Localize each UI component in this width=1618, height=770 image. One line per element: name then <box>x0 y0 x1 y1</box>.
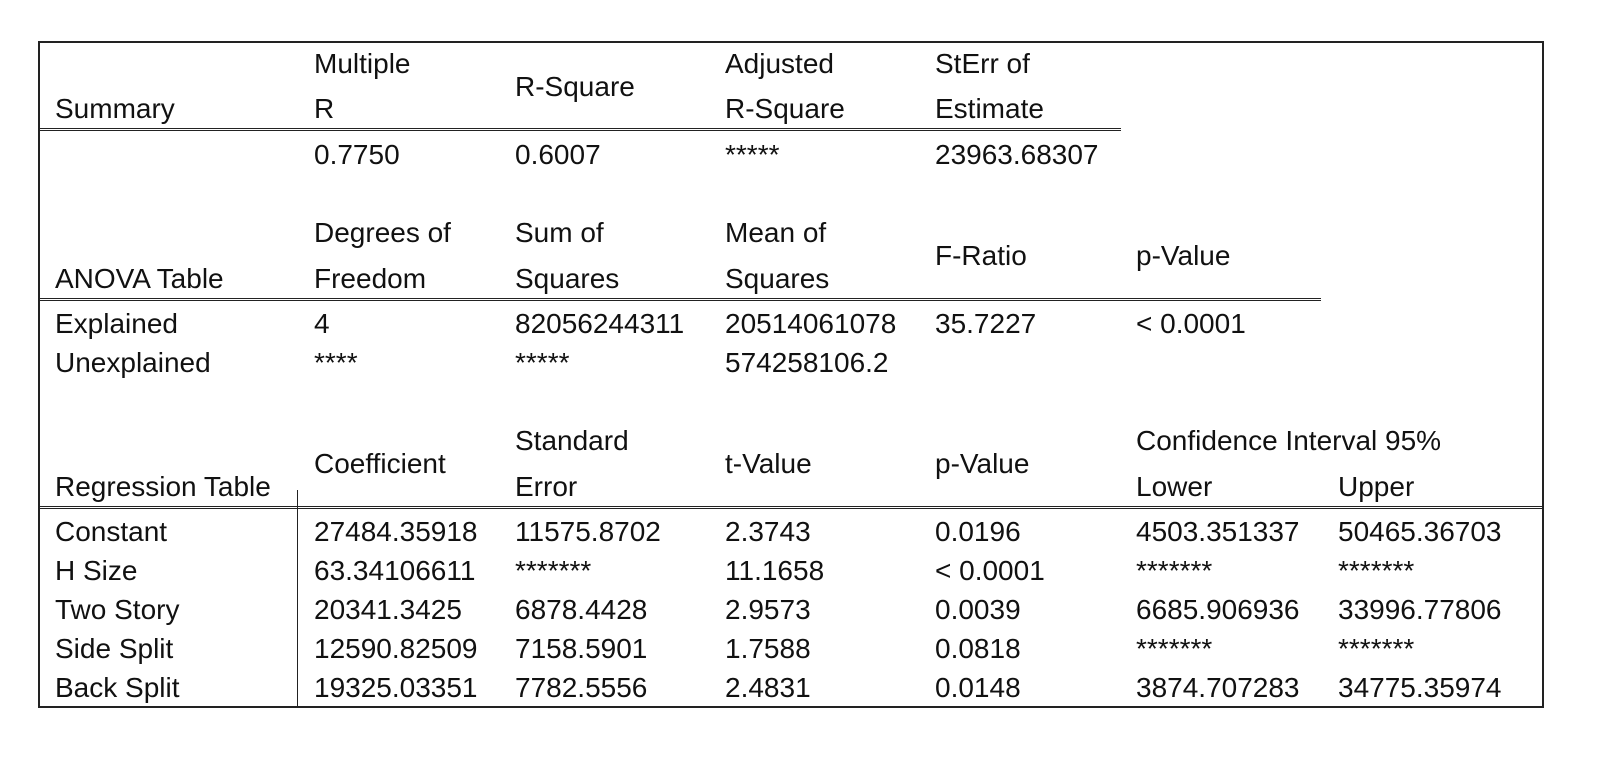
regression-cell: 11575.8702 <box>515 516 661 547</box>
header-multiple-r-line2: R <box>314 93 335 124</box>
header-sterr-line2: Estimate <box>935 93 1044 124</box>
anova-cell: 82056244311 <box>515 308 685 339</box>
header-t-value: t-Value <box>725 448 812 479</box>
value-adjusted-r-square: ***** <box>725 139 780 170</box>
regression-row-label: H Size <box>55 555 138 586</box>
regression-cell: 2.9573 <box>725 594 811 625</box>
regression-cell: 0.0196 <box>935 516 1021 547</box>
value-multiple-r: 0.7750 <box>314 139 400 170</box>
anova-row-label: Explained <box>55 308 178 339</box>
regression-cell: ******* <box>1338 633 1415 664</box>
regression-cell: 34775.35974 <box>1338 672 1502 703</box>
regression-cell: 19325.03351 <box>314 672 478 703</box>
regression-cell: 3874.707283 <box>1136 672 1300 703</box>
header-ss-line2: Squares <box>515 263 620 294</box>
regression-cell: 6685.906936 <box>1136 594 1300 625</box>
regression-cell: 1.7588 <box>725 633 811 664</box>
header-sterr-line1: StErr of <box>935 48 1030 79</box>
anova-cell: < 0.0001 <box>1136 308 1246 339</box>
header-ci-upper: Upper <box>1338 471 1415 502</box>
header-ms-line1: Mean of <box>725 217 827 248</box>
regression-row-label: Back Split <box>55 672 180 703</box>
regression-cell: 33996.77806 <box>1338 594 1502 625</box>
regression-row-label: Constant <box>55 516 168 547</box>
regression-cell: ******* <box>1136 633 1213 664</box>
regression-label: Regression Table <box>55 471 271 502</box>
value-sterr: 23963.68307 <box>935 139 1099 170</box>
regression-cell: 11.1658 <box>725 555 825 586</box>
anova-cell: 35.7227 <box>935 308 1037 339</box>
regression-cell: 27484.35918 <box>314 516 478 547</box>
regression-header-rule <box>40 506 1542 509</box>
regression-cell: ******* <box>515 555 592 586</box>
regression-cell: < 0.0001 <box>935 555 1045 586</box>
regression-cell: 20341.3425 <box>314 594 462 625</box>
anova-cell: 20514061078 <box>725 308 897 339</box>
value-r-square: 0.6007 <box>515 139 601 170</box>
header-df-line1: Degrees of <box>314 217 451 248</box>
anova-row-label: Unexplained <box>55 347 211 378</box>
anova-header-rule <box>40 298 1321 301</box>
regression-cell: 6878.4428 <box>515 594 648 625</box>
header-ci-lower: Lower <box>1136 471 1213 502</box>
header-anova-p-value: p-Value <box>1136 240 1231 271</box>
regression-cell: 0.0148 <box>935 672 1021 703</box>
regression-row-label: Side Split <box>55 633 174 664</box>
regression-cell: ******* <box>1136 555 1213 586</box>
summary-label: Summary <box>55 93 175 124</box>
anova-cell: 574258106.2 <box>725 347 889 378</box>
anova-label: ANOVA Table <box>55 263 224 294</box>
regression-cell: 12590.82509 <box>314 633 478 664</box>
column-divider <box>297 490 298 708</box>
regression-cell: ******* <box>1338 555 1415 586</box>
header-std-error-line1: Standard <box>515 425 629 456</box>
header-ss-line1: Sum of <box>515 217 604 248</box>
regression-cell: 2.4831 <box>725 672 811 703</box>
header-df-line2: Freedom <box>314 263 427 294</box>
anova-cell: 4 <box>314 308 330 339</box>
header-regression-p-value: p-Value <box>935 448 1030 479</box>
header-ms-line2: Squares <box>725 263 830 294</box>
regression-cell: 4503.351337 <box>1136 516 1300 547</box>
header-adjusted-r-square-line1: Adjusted <box>725 48 834 79</box>
regression-cell: 63.34106611 <box>314 555 476 586</box>
header-std-error-line2: Error <box>515 471 578 502</box>
header-adjusted-r-square-line2: R-Square <box>725 93 845 124</box>
regression-cell: 7158.5901 <box>515 633 648 664</box>
anova-cell: **** <box>314 347 358 378</box>
header-f-ratio: F-Ratio <box>935 240 1027 271</box>
regression-cell: 0.0039 <box>935 594 1021 625</box>
regression-row-label: Two Story <box>55 594 180 625</box>
header-confidence-interval: Confidence Interval 95% <box>1136 425 1442 456</box>
regression-cell: 50465.36703 <box>1338 516 1502 547</box>
regression-cell: 7782.5556 <box>515 672 648 703</box>
header-multiple-r-line1: Multiple <box>314 48 411 79</box>
regression-cell: 2.3743 <box>725 516 811 547</box>
regression-cell: 0.0818 <box>935 633 1021 664</box>
header-r-square: R-Square <box>515 71 635 102</box>
header-coefficient: Coefficient <box>314 448 446 479</box>
anova-cell: ***** <box>515 347 570 378</box>
summary-header-rule <box>40 128 1121 131</box>
